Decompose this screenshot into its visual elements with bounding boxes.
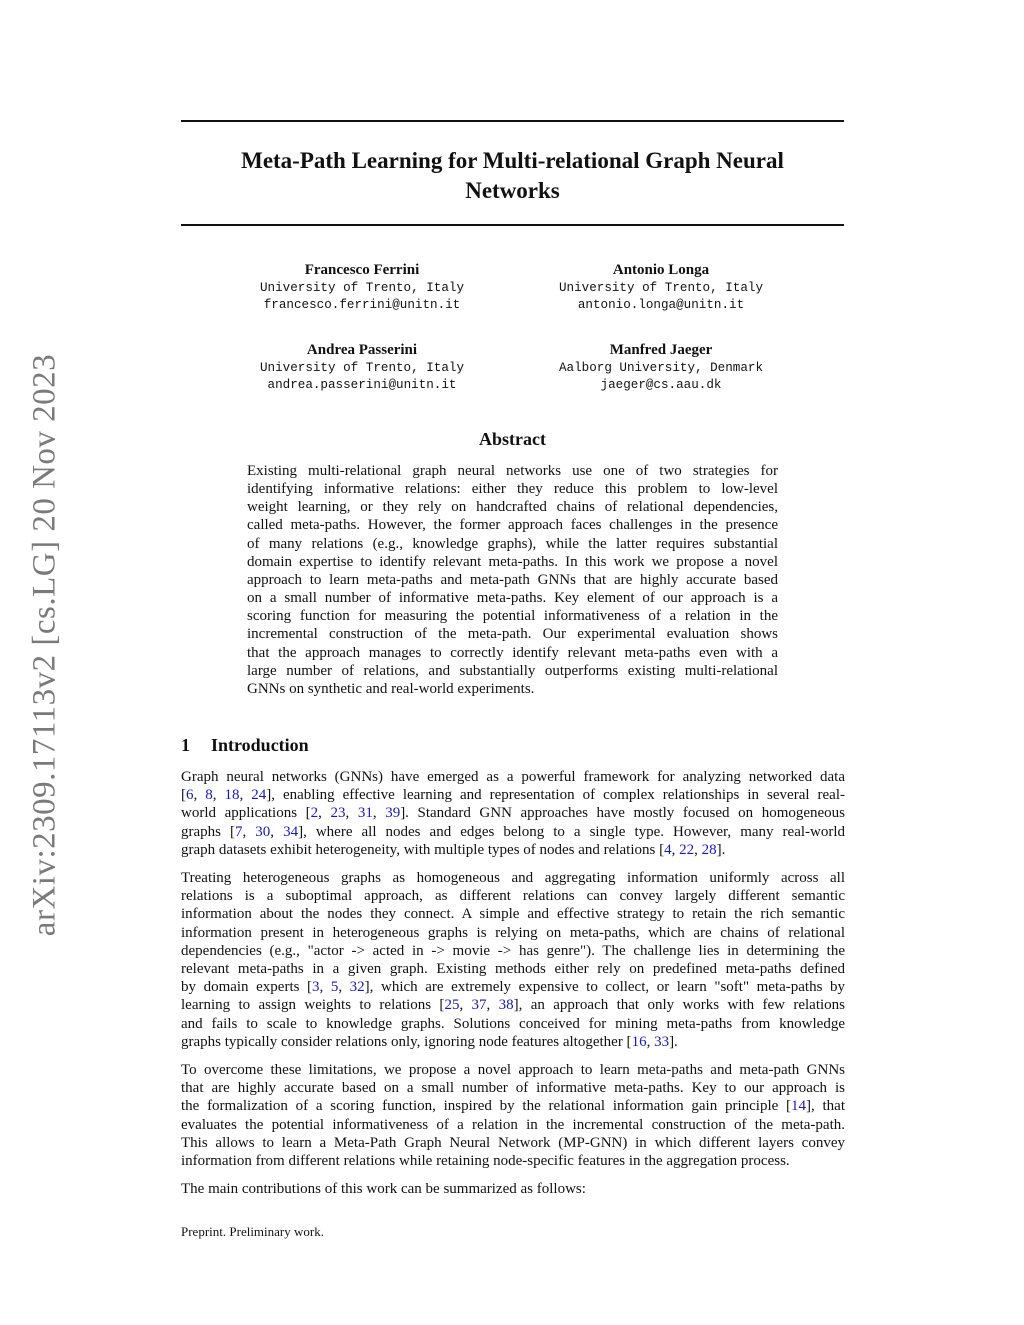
author-name: Andrea Passerini [306, 342, 418, 358]
author-affiliation: University of Trento, Italy [558, 281, 764, 295]
paragraph-line: graphs typically consider relations only, ignoring node features altogether [16, 33]. [181, 1033, 678, 1050]
abstract-line: called meta-paths. However, the former approach faces challenges in the presence [247, 517, 778, 534]
citation-link[interactable]: 32 [349, 979, 365, 996]
title-rule-bottom [181, 224, 844, 226]
author-email[interactable]: andrea.passerini@unitn.it [267, 378, 457, 392]
abstract-line: Existing multi-relational graph neural networks use one of two strategies for [247, 463, 778, 479]
author-affiliation: Aalborg University, Denmark [558, 361, 764, 375]
paragraph-line: learning to assign weights to relations [25, 37, 38], an approach that only works with few relations [181, 997, 846, 1014]
citation-link[interactable]: 31 [357, 805, 373, 822]
paragraph-line: world applications [2, 23, 31, 39]. Standard GNN approaches have mostly focused on homogeneous [181, 805, 846, 822]
author-block [212, 341, 512, 394]
citation-link[interactable]: 5 [330, 979, 339, 996]
section-title: Introduction [211, 735, 309, 755]
citation-link[interactable]: 16 [631, 1033, 647, 1050]
paragraph-line: information present in heterogeneous graphs is relying on meta-paths, which are chains of relational [181, 924, 845, 941]
abstract-line: of many relations (e.g., knowledge graphs), while the latter requires substantial [247, 535, 778, 552]
citation-link[interactable]: 24 [251, 787, 267, 804]
footnote: Preprint. Preliminary work. [181, 1224, 324, 1239]
paragraph-line: Treating heterogeneous graphs as homogeneous and aggregating information uniformly across all [181, 870, 845, 886]
author-name: Francesco Ferrini [304, 262, 420, 278]
author-block [511, 341, 811, 394]
arxiv-stamp: arXiv:2309.17113v2 [cs.LG] 20 Nov 2023 [26, 353, 63, 937]
citation-link[interactable]: 33 [654, 1033, 670, 1050]
author-name: Manfred Jaeger [609, 342, 713, 358]
abstract-line: approach to learn meta-paths and meta-path GNNs that are highly accurate based [247, 571, 778, 588]
paragraph-line: the formalization of a scoring function, inspired by the relational information gain principle [14], that [181, 1098, 845, 1115]
paragraph [181, 1061, 845, 1170]
section-number: 1 [181, 735, 190, 755]
paragraph-line: information from different relations while retaining node-specific features in the aggregation process. [181, 1153, 790, 1170]
paragraph-line: evaluates the potential informativeness of a relation in the incremental construction of the meta-path. [181, 1116, 845, 1133]
citation-link[interactable]: 8 [205, 787, 213, 804]
paragraph-line: graphs [7, 30, 34], where all nodes and edges belong to a single type. However, many real-world [181, 823, 846, 840]
paragraph [181, 1180, 845, 1198]
author-block [212, 261, 512, 314]
abstract-heading: Abstract [479, 429, 546, 449]
abstract-line: GNNs on synthetic and real-world experiments. [247, 680, 535, 697]
citation-link[interactable]: 14 [791, 1098, 807, 1115]
paragraph-line: The main contributions of this work can be summarized as follows: [181, 1181, 586, 1197]
paragraph-line: that are highly accurate based on a small number of informative meta-paths. Key to our approach is [181, 1080, 845, 1097]
abstract-line: scoring function for measuring the potential informativeness of a relation in the [247, 608, 778, 625]
paragraph-line: Graph neural networks (GNNs) have emerged as a powerful framework for analyzing networked data [181, 769, 845, 785]
paragraph-line: information about the nodes they connect. A simple and effective strategy to retain the rich semantic [181, 906, 845, 923]
paper-title [181, 146, 844, 206]
abstract-line: identifying informative relations: either they reduce this problem to low-level [247, 481, 778, 498]
paragraph-line: relevant meta-paths in a given graph. Existing methods either rely on predefined meta-paths defined [181, 961, 845, 978]
paragraph-line: [6, 8, 18, 24], enabling effective learning and representation of complex relationships in several real- [181, 787, 845, 804]
citation-link[interactable]: 2 [310, 805, 319, 822]
citation-link[interactable]: 39 [385, 805, 401, 822]
paragraph-line: and fails to scale to knowledge graphs. Solutions conceived for mining meta-paths from knowledge [181, 1015, 845, 1032]
paragraph-line: graph datasets exhibit heterogeneity, with multiple types of nodes and relations [4, 22, 28]. [181, 841, 726, 858]
citation-link[interactable]: 18 [224, 787, 240, 804]
abstract-line: large number of relations, and substantially outperforms existing multi-relational [247, 662, 778, 679]
abstract-line: weight learning, or they rely on handcrafted chains of relational dependencies, [247, 499, 778, 516]
paragraph-line: To overcome these limitations, we propose a novel approach to learn meta-paths and meta-path GNNs [181, 1062, 845, 1078]
paragraph [181, 768, 845, 859]
citation-link[interactable]: 25 [444, 997, 460, 1014]
citation-link[interactable]: 38 [498, 997, 514, 1014]
citation-link[interactable]: 37 [471, 997, 487, 1014]
paragraph [181, 869, 845, 1051]
abstract-line: on a small number of informative meta-paths. Key element of our approach is a [247, 590, 778, 607]
paragraph-line: by domain experts [3, 5, 32], which are extremely expensive to collect, or learn "soft" meta-paths by [181, 979, 846, 996]
author-email[interactable]: francesco.ferrini@unitn.it [263, 298, 461, 312]
citation-link[interactable]: 30 [255, 823, 271, 840]
author-affiliation: University of Trento, Italy [259, 281, 465, 295]
paragraph-line: This allows to learn a Meta-Path Graph Neural Network (MP-GNN) in which different layers convey [181, 1134, 845, 1151]
paragraph-line: relations is a suboptimal approach, as different relations can convey largely different semantic [181, 888, 845, 905]
citation-link[interactable]: 22 [679, 841, 695, 858]
citation-link[interactable]: 7 [235, 823, 243, 840]
section-heading [181, 734, 309, 756]
paper-title-line-1: Meta-Path Learning for Multi-relational Graph Neural [241, 148, 784, 173]
author-affiliation: University of Trento, Italy [259, 361, 465, 375]
abstract-line: domain expertise to identify relevant meta-paths. In this work we propose a novel [247, 553, 778, 570]
citation-link[interactable]: 3 [312, 979, 320, 996]
title-rule-top [181, 120, 844, 122]
citation-link[interactable]: 6 [186, 787, 194, 804]
author-name: Antonio Longa [612, 262, 710, 278]
author-block [511, 261, 811, 314]
citation-link[interactable]: 23 [330, 805, 346, 822]
citation-link[interactable]: 4 [664, 841, 672, 858]
abstract-line: incremental construction of the meta-path. Our experimental evaluation shows [247, 626, 778, 643]
paper-title-line-2: Networks [465, 178, 560, 203]
abstract-line: that the approach manages to correctly identify relevant meta-paths even with a [247, 644, 778, 661]
citation-link[interactable]: 34 [283, 823, 299, 840]
author-email[interactable]: jaeger@cs.aau.dk [600, 378, 722, 392]
citation-link[interactable]: 28 [701, 841, 717, 858]
paragraph-line: dependencies (e.g., "actor -> acted in -> movie -> has genre"). The challenge lies in determining the [181, 942, 845, 959]
abstract-body [247, 462, 778, 698]
author-email[interactable]: antonio.longa@unitn.it [577, 298, 745, 312]
